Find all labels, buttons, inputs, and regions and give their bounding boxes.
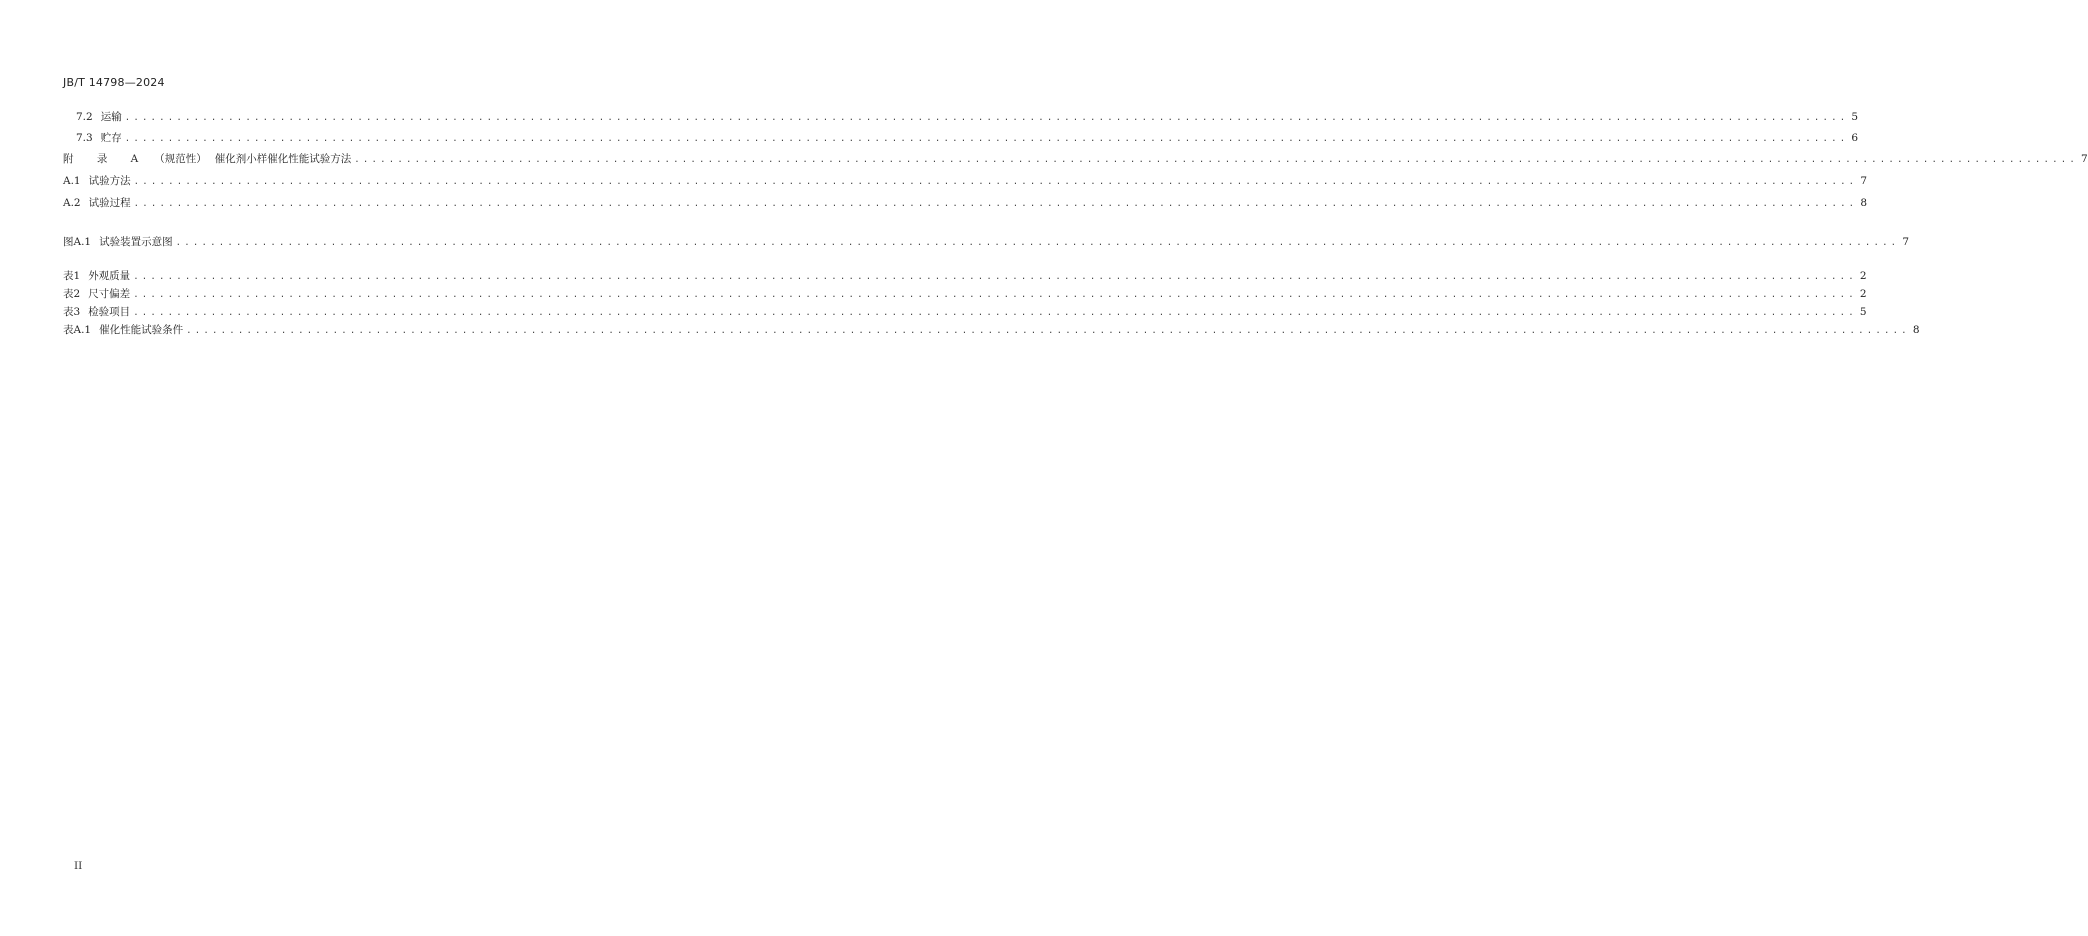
toc-entry-number: A.2 [63, 197, 81, 209]
toc-entry-title: 试验方法 [88, 175, 131, 187]
toc-leader-dots: ........................................................................................................................................................................................................ [124, 113, 1849, 123]
toc-entry-title: 试验装置示意图 [99, 236, 173, 248]
toc-entry-number: 表2 [63, 288, 81, 300]
toc-entry-page: 2 [1859, 270, 1867, 282]
toc-entry-page: 8 [1860, 197, 1867, 209]
standard-number: JB/T 14798—2024 [63, 76, 165, 89]
annex-normative-note: （规范性） [154, 153, 207, 165]
toc-entry-page: 6 [1851, 132, 1859, 144]
toc-table-1[interactable] [63, 269, 1867, 284]
toc-entry-number: A.1 [63, 175, 81, 187]
toc-entry-number: 7.3 [76, 132, 93, 144]
toc-table-2[interactable] [63, 287, 1867, 302]
toc-table-a-1[interactable] [63, 323, 1920, 338]
toc-entry-title: 外观质量 [88, 270, 131, 282]
toc-entry-number: 7.2 [76, 111, 93, 123]
toc-entry-title: 催化性能试验条件 [99, 324, 184, 336]
toc-table-3[interactable] [63, 305, 1867, 320]
toc-entry-page: 5 [1859, 306, 1867, 318]
toc-leader-dots: ........................................................................................................................................................................................................ [133, 199, 1858, 209]
toc-entry-page: 7 [2080, 153, 2088, 165]
toc-leader-dots: ........................................................................................................................................................................................................ [133, 272, 1857, 282]
toc-leader-dots: ........................................................................................................................................................................................................ [124, 134, 1849, 144]
toc-entry-number: 表1 [63, 270, 81, 282]
toc-entry-title: 运输 [100, 111, 122, 123]
toc-entry-page: 7 [1860, 175, 1867, 187]
toc-leader-dots: ........................................................................................................................................................................................................ [175, 238, 1900, 248]
toc-entry-a-2[interactable] [63, 196, 1867, 211]
toc-entry-title: 催化剂小样催化性能试验方法 [214, 153, 352, 165]
toc-entry-number: 表3 [63, 306, 81, 318]
toc-leader-dots: ........................................................................................................................................................................................................ [354, 155, 2078, 165]
toc-entry-a-1[interactable] [63, 174, 1867, 189]
toc-entry-page: 2 [1859, 288, 1867, 300]
toc-entry-title: 贮存 [100, 132, 122, 144]
toc-entry-page: 8 [1912, 324, 1920, 336]
toc-entry-annex-a[interactable] [63, 152, 2088, 167]
toc-figure-a-1[interactable] [63, 235, 1909, 250]
annex-label: 附 录 A [63, 153, 149, 165]
toc-entry-7-3[interactable] [76, 131, 1859, 146]
toc-leader-dots: ........................................................................................................................................................................................................ [186, 326, 1910, 336]
page-number: II [74, 860, 83, 872]
toc-leader-dots: ........................................................................................................................................................................................................ [133, 308, 1857, 318]
toc-entry-title: 试验过程 [88, 197, 131, 209]
toc-entry-page: 5 [1851, 111, 1859, 123]
toc-entry-page: 7 [1902, 236, 1909, 248]
toc-leader-dots: ........................................................................................................................................................................................................ [133, 177, 1858, 187]
toc-entry-title: 尺寸偏差 [88, 288, 131, 300]
toc-entry-number: 表A.1 [63, 324, 92, 336]
toc-leader-dots: ........................................................................................................................................................................................................ [133, 290, 1857, 300]
faint-watermark-strip [155, 906, 505, 920]
toc-entry-number: 图A.1 [63, 236, 92, 248]
toc-entry-7-2[interactable] [76, 110, 1859, 125]
toc-entry-title: 检验项目 [88, 306, 131, 318]
